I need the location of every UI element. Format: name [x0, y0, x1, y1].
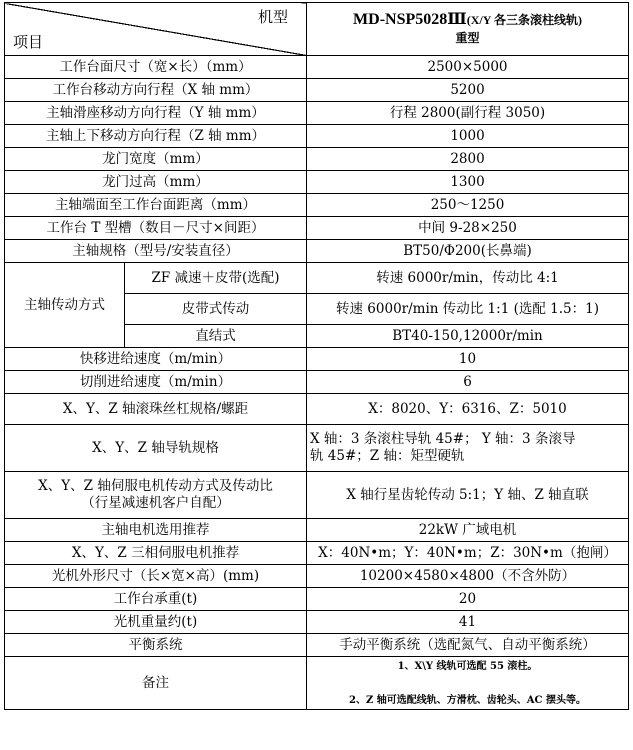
- spindle-drive-value: 转速 6000r/min，传动比 4:1: [307, 263, 629, 294]
- row-value: 中间 9-28×250: [307, 217, 629, 240]
- row-label: X、Y、Z 三相伺服电机推荐: [5, 542, 307, 565]
- row-value: BT50/Φ200(长鼻端): [307, 240, 629, 263]
- row-value: 2500×5000: [307, 56, 629, 79]
- model-name: MD-NSP5028Ⅲ: [353, 11, 467, 28]
- row-label: 龙门宽度（mm）: [5, 148, 307, 171]
- row-value: 1300: [307, 171, 629, 194]
- spindle-drive-row: [5, 263, 629, 294]
- servo-row: [5, 472, 629, 519]
- guide-value-line1: X 轴：3 条滚柱导轨 45#； Y 轴：3 条滚导: [310, 431, 576, 447]
- spec-table-wrapper: [4, 2, 629, 710]
- row-label: 主轴电机选用推荐: [5, 519, 307, 542]
- spindle-drive-value: 转速 6000r/min 传动比 1:1 (选配 1.5：1): [307, 294, 629, 325]
- model-header-label: 机型: [257, 8, 288, 26]
- model-type: 重型: [455, 31, 480, 45]
- table-row: [5, 102, 629, 125]
- model-suffix: (X/Y 各三条滚柱线轨): [466, 13, 582, 27]
- spindle-drive-sub-label: ZF 减速＋皮带(选配): [125, 263, 307, 294]
- spindle-drive-value: BT40-150,12000r/min: [307, 325, 629, 348]
- row-value: 41: [307, 611, 629, 634]
- servo-value: X 轴行星齿轮传动 5:1；Y 轴、Z 轴直联: [307, 472, 629, 519]
- row-value: 6: [307, 371, 629, 394]
- row-value: 手动平衡系统（选配氮气、自动平衡系统）: [307, 634, 629, 657]
- row-label: 平衡系统: [5, 634, 307, 657]
- row-value: 10: [307, 348, 629, 371]
- remarks-label: 备注: [5, 657, 307, 710]
- remarks-line1: 1、X\Y 线轨可选配 55 滚柱。: [397, 660, 538, 672]
- table-row: [5, 194, 629, 217]
- table-row: [5, 519, 629, 542]
- header-row: [5, 3, 629, 56]
- servo-label-line2: （行星减速机客户自配）: [81, 495, 230, 511]
- table-row: [5, 171, 629, 194]
- row-label: 工作台移动方向行程（X 轴 mm）: [5, 79, 307, 102]
- table-row: [5, 148, 629, 171]
- row-label: 主轴端面至工作台面距离（mm）: [5, 194, 307, 217]
- guide-label: X、Y、Z 轴导轨规格: [5, 425, 307, 472]
- row-label: 工作台 T 型槽（数目－尺寸×间距）: [5, 217, 307, 240]
- row-value: 20: [307, 588, 629, 611]
- row-value: 10200×4580×4800（不含外防）: [307, 565, 629, 588]
- table-row: [5, 611, 629, 634]
- row-label: 快移进给速度（m/min）: [5, 348, 307, 371]
- table-row: [5, 217, 629, 240]
- guide-value: [307, 425, 629, 472]
- remarks-row: [5, 657, 629, 710]
- guide-row: [5, 425, 629, 472]
- row-value: 2800: [307, 148, 629, 171]
- item-header-label: 项目: [13, 33, 44, 51]
- row-label: 光机重量约(t): [5, 611, 307, 634]
- spindle-drive-sub-label: 直结式: [125, 325, 307, 348]
- row-label: 龙门过高（mm）: [5, 171, 307, 194]
- row-value: 250～1250: [307, 194, 629, 217]
- row-label: 工作台面尺寸（宽×长）（mm）: [5, 56, 307, 79]
- table-row: [5, 56, 629, 79]
- row-value: 22kW 广域电机: [307, 519, 629, 542]
- servo-label-line1: X、Y、Z 轴伺服电机传动方式及传动比: [38, 478, 273, 494]
- table-row: [5, 79, 629, 102]
- model-name-cell: [307, 3, 629, 56]
- row-label: 主轴规格（型号/安装直径）: [5, 240, 307, 263]
- table-row: [5, 542, 629, 565]
- table-row: [5, 565, 629, 588]
- table-row: [5, 348, 629, 371]
- spindle-drive-sub-label: 皮带式传动: [125, 294, 307, 325]
- spec-table: [4, 2, 629, 710]
- table-row: [5, 371, 629, 394]
- remarks-value: [307, 657, 629, 710]
- table-row: [5, 394, 629, 425]
- row-value: 5200: [307, 79, 629, 102]
- header-diagonal-cell: [5, 3, 307, 56]
- remarks-line2: 2、Z 轴可选配线轨、方滑枕、齿轮头、AC 摆头等。: [349, 694, 586, 706]
- table-row: [5, 588, 629, 611]
- row-value: X：8020、Y：6316、Z：5010: [307, 394, 629, 425]
- guide-value-line2: 轨 45#；Z 轴：矩型硬轨: [310, 448, 465, 464]
- row-value: 1000: [307, 125, 629, 148]
- row-label: 工作台承重(t): [5, 588, 307, 611]
- row-label: 主轴滑座移动方向行程（Y 轴 mm）: [5, 102, 307, 125]
- row-value: X：40N•m；Y：40N•m；Z：30N•m（抱闸）: [307, 542, 629, 565]
- row-label: X、Y、Z 轴滚珠丝杠规格/螺距: [5, 394, 307, 425]
- spindle-drive-label: 主轴传动方式: [5, 263, 125, 348]
- row-value: 行程 2800(副行程 3050): [307, 102, 629, 125]
- table-row: [5, 125, 629, 148]
- servo-label: [5, 472, 307, 519]
- row-label: 切削进给速度（m/min）: [5, 371, 307, 394]
- table-row: [5, 634, 629, 657]
- row-label: 光机外形尺寸（长×宽×高）(mm): [5, 565, 307, 588]
- row-label: 主轴上下移动方向行程（Z 轴 mm）: [5, 125, 307, 148]
- table-row: [5, 240, 629, 263]
